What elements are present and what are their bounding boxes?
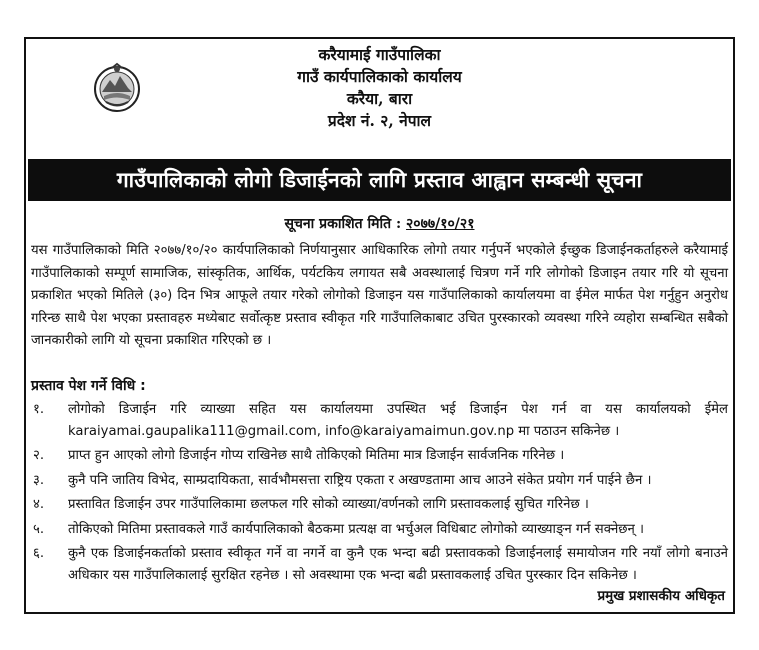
list-item-text: तोकिएको मितिमा प्रस्तावकले गाउँ कार्यपालिकाको बैठकमा प्रत्यक्ष वा भर्चुअल विधिबाट लोगोको व्याख्याङ्न गर्न सक्नेछन् ।	[68, 521, 645, 537]
office-address: करैया, बारा	[346, 89, 413, 108]
publication-date	[0, 214, 759, 233]
province-line: प्रदेश नं. २, नेपाल	[327, 111, 432, 130]
list-item-number: १.	[33, 402, 45, 417]
publication-date-label: सूचना प्रकाशित मिति :	[284, 216, 407, 232]
list-item-number: ६.	[33, 546, 45, 561]
notice-title-banner: गाउँपालिकाको लोगो डिजाईनको लागि प्रस्ताव आह्वान सम्बन्धी सूचना	[28, 159, 731, 201]
publication-date-value: २०७७/१०/२१	[406, 216, 475, 232]
list-item	[31, 543, 728, 586]
list-item	[31, 519, 728, 541]
office-name: गाउँ कार्यपालिकाको कार्यालय	[297, 67, 462, 86]
list-item-text: कुनै पनि जातिय विभेद, साम्प्रदायिकता, सार्वभौमसत्ता राष्ट्रिय एकता र अखण्डतामा आच आउने संकेत प्रयोग गर्न पाईने छैन ।	[68, 472, 652, 488]
office-header	[0, 44, 759, 132]
list-item	[31, 470, 728, 492]
submission-method-title: प्रस्ताव पेश गर्ने विधि :	[31, 378, 146, 394]
list-item	[31, 494, 728, 516]
list-item-text: लोगोको डिजाईन गरि व्याख्या सहित यस कार्यालयमा उपस्थित भई डिजाईन पेश गर्न वा यस कार्यालयको ईमेल karaiyamai.gaupalika111@gmail.com, info@karaiyamaimun.gov.np मा पठाउन सकिनेछ ।	[68, 402, 728, 439]
list-item	[31, 399, 728, 442]
list-item	[31, 445, 728, 467]
list-item-number: ४.	[33, 497, 45, 512]
list-item-number: २.	[33, 448, 45, 463]
notice-body-paragraph: यस गाउँपालिकाको मिति २०७७/१०/२० कार्यपालिकाको निर्णयानुसार आधिकारिक लोगो तयार गर्नुपर्ने भएकोले ईच्छुक डिजाईनकर्ताहरुले करैयामाई गाउँपालिकाको सम्पूर्ण सामाजिक, सांस्कृतिक, आर्थिक, पर्यटकिय लगायत सबै अवस्थालाई चित्रण गर्ने गरि लोगोको डिजाइन तयार गरि यो सूचना प्रकाशित भएको मितिले (३०) दिन भित्र आफूले तयार गरेको लोगोको डिजाइन यस गाउँपालिकाको कार्यालयमा वा ईमेल मार्फत पेश गर्नुहुन अनुरोध गरिन्छ साथै पेश भएका प्रस्तावहरु मध्येबाट सर्वोत्कृष्ट प्रस्ताव स्वीकृत गरि गाउँपालिकाबाट उचित पुरस्कारको व्यवस्था गरिने व्यहोरा सम्बन्धित सबैको जानकारीको लागि यो सूचना प्रकाशित गरिएको छ ।	[31, 243, 728, 349]
list-item-text: कुनै एक डिजाईनकर्ताको प्रस्ताव स्वीकृत गर्ने वा नगर्ने वा कुनै एक भन्दा बढी प्रस्तावकको डिजाईनलाई समायोजन गरि नयाँ लोगो बनाउने अधिकार यस गाउँपालिकालाई सुरक्षित रहनेछ । सो अवस्थामा एक भन्दा बढी प्रस्तावकलाई उचित पुरस्कार दिन सकिनेछ ।	[68, 546, 728, 583]
submission-method-list	[31, 399, 728, 589]
list-item-text: प्रस्तावित डिजाईन उपर गाउँपालिकामा छलफल गरि सोको व्याख्या/वर्णनको लागि प्रस्तावकलाई सुचित गरिनेछ ।	[68, 497, 589, 512]
list-item-text: प्राप्त हुन आएको लोगो डिजाईन गोप्य राखिनेछ साथै तोकिएको मितिमा मात्र डिजाईन सार्वजनिक गरिनेछ ।	[68, 448, 565, 463]
list-item-number: ३.	[33, 472, 45, 488]
signature-title: प्रमुख प्रशासकीय अधिकृत	[597, 588, 725, 604]
municipality-name: करैयामाई गाउँपालिका	[318, 45, 441, 64]
list-item-number: ५.	[33, 521, 45, 537]
